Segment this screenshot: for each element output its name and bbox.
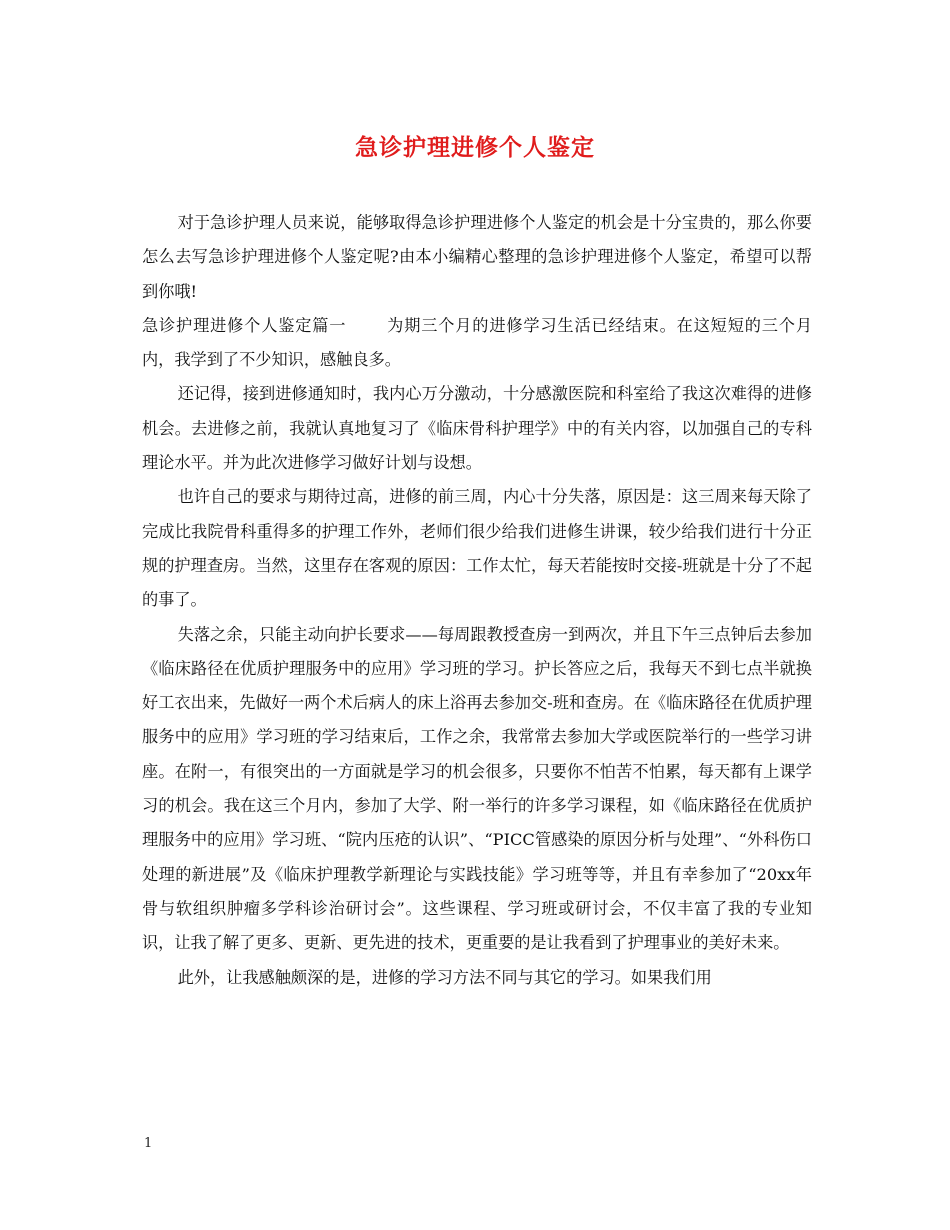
page-number: 1 (144, 1136, 153, 1151)
intro-paragraph: 对于急诊护理人员来说，能够取得急诊护理进修个人鉴定的机会是十分宝贵的，那么你要怎么去写急诊护理进修个人鉴定呢?由本小编精心整理的急诊护理进修个人鉴定，希望可以帮到你哦! (142, 213, 812, 301)
body-paragraph: 也许自己的要求与期待过高，进修的前三周，内心十分失落，原因是：这三周来每天除了完成比我院骨科重得多的护理工作外，老师们很少给我们进修生讲课，较少给我们进行十分正规的护理查房。当然，这里存在客观的原因：工作太忙，每天若能按时交接-班就是十分了不起的事了。 (142, 487, 812, 610)
body-paragraph: 还记得，接到进修通知时，我内心万分激动，十分感激医院和科室给了我这次难得的进修机会。去进修之前，我就认真地复习了《临床骨科护理学》中的有关内容，以加强自己的专科理论水平。并为此次进修学习做好计划与设想。 (142, 384, 812, 473)
section-first-sentence: 为期三个月的进修学习生活已经结束。在这短短的三个月内，我学到了不少知识，感触良多。 (142, 315, 813, 370)
body-paragraph: 此外，让我感触颇深的是，进修的学习方法不同与其它的学习。如果我们用 (177, 967, 712, 987)
section-paragraph (142, 309, 812, 378)
document-body (142, 206, 812, 995)
body-paragraph: 失落之余，只能主动向护长要求——每周跟教授查房一到两次，并且下午三点钟后去参加《临床路径在优质护理服务中的应用》学习班的学习。护长答应之后，我每天不到七点半就换好工衣出来，先做好一两个术后病人的床上浴再去参加交-班和查房。在《临床路径在优质护理服务中的应用》学习班的学习结束后，工作之余，我常常去参加大学或医院举行的一些学习讲座。在附一，有很突出的一方面就是学习的机会很多，只要你不怕苦不怕累，每天都有上课学习的机会。我在这三个月内，参加了大学、附一举行的许多学习课程，如《临床路径在优质护理服务中的应用》学习班、“院内压疮的认识”、“PICC管感染的原因分析与处理”、“外科伤口处理的新进展”及《临床护理教学新理论与实践技能》学习班等等，并且有幸参加了“20xx年骨与软组织肿瘤多学科诊治研讨会”。这些课程、学习班或研讨会，不仅丰富了我的专业知识，让我了解了更多、更新、更先进的技术，更重要的是让我看到了护理事业的美好未来。 (142, 624, 812, 953)
document-title: 急诊护理进修个人鉴定 (355, 134, 595, 161)
section-heading: 急诊护理进修个人鉴定篇一 (142, 315, 347, 335)
